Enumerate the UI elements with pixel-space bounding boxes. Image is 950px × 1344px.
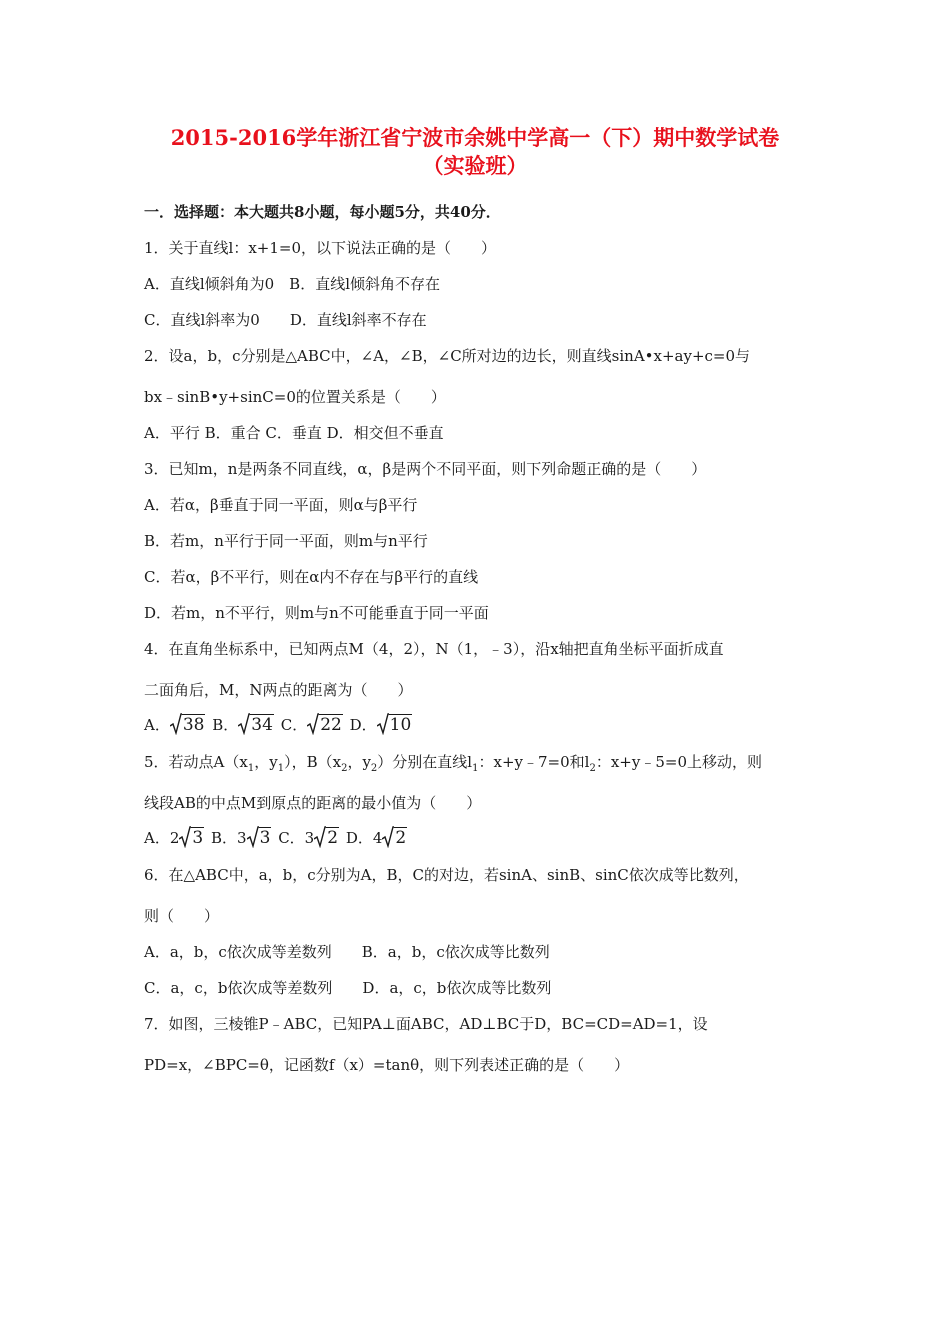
q4-label-c: C． (280, 716, 308, 734)
exam-title-line1: 2015-2016学年浙江省宁波市余姚中学高一（下）期中数学试卷 (170, 125, 780, 150)
q5-sqrt-b (247, 828, 272, 848)
q6-options-ab: A．a，b，c依次成等差数列 B．a，b，c依次成等比数列 (144, 943, 550, 961)
q4-sqrt-a (170, 715, 206, 735)
q4-sqrt-b (238, 715, 274, 735)
q4-radicand-b: 34 (251, 715, 273, 735)
q4-sqrt-d (377, 715, 413, 735)
q5-sub: 2 (589, 763, 596, 774)
radical-sign-icon (377, 713, 389, 735)
q5-text: ，y (254, 753, 278, 771)
q1-options-cd: C．直线l斜率为0 D．直线l斜率不存在 (144, 311, 427, 329)
q6-stem-line1: 6．在△ABC中，a，b，c分别为A，B，C的对边，若sinA、sinB、sinC依次成等比数列， (144, 866, 749, 884)
q5-label-a: A．2 (144, 829, 180, 847)
q5-stem-line1 (144, 752, 762, 779)
radical-sign-icon (314, 826, 326, 848)
q5-sub: 2 (370, 763, 378, 774)
q4-options (144, 715, 414, 735)
q4-stem-line2: 二面角后，M，N两点的距离为（ ） (144, 681, 413, 699)
q5-sqrt-a (179, 828, 204, 848)
q5-radicand-a: 3 (192, 828, 204, 848)
exam-title-line2: （实验班） (422, 153, 528, 178)
radical-sign-icon (170, 713, 182, 735)
q6-options-cd: C．a，c，b依次成等差数列 D．a，c，b依次成等比数列 (144, 979, 552, 997)
q3-option-d: D．若m，n不平行，则m与n不可能垂直于同一平面 (144, 604, 489, 622)
q5-label-b: B．3 (211, 829, 247, 847)
q4-radicand-a: 38 (182, 715, 205, 735)
q5-text: ）分别在直线l (377, 753, 473, 771)
q2-stem-line1: 2．设a，b，c分别是△ABC中，∠A，∠B，∠C所对边的边长，则直线sinA•x+ay+c=0与 (144, 347, 751, 365)
q5-text: ：x+y﹣5=0上移动，则 (595, 753, 762, 771)
q6-stem-line2: 则（ ） (144, 907, 220, 925)
q3-option-c: C．若α，β不平行，则在α内不存在与β平行的直线 (144, 568, 479, 586)
q5-text: ，y (347, 753, 371, 771)
q4-stem-line1: 4．在直角坐标系中，已知两点M（4，2），N（1，﹣3），沿x轴把直角坐标平面折成直 (144, 640, 724, 658)
q5-text: ），B（x (284, 753, 342, 771)
q1-stem: 1．关于直线l：x+1=0，以下说法正确的是（ ） (144, 239, 497, 257)
radical-sign-icon (307, 713, 319, 735)
q7-stem-line1: 7．如图，三棱锥P﹣ABC，已知PA⊥面ABC，AD⊥BC于D，BC=CD=AD=1，设 (144, 1015, 708, 1033)
q5-text: 5．若动点A（x (144, 753, 248, 771)
section-header: 一．选择题：本大题共8小题，每小题5分，共40分． (144, 203, 501, 221)
q3-stem: 3．已知m，n是两条不同直线，α，β是两个不同平面，则下列命题正确的是（ ） (144, 460, 707, 478)
q5-sub: 1 (472, 763, 479, 774)
q7-stem-line2: PD=x，∠BPC=θ，记函数f（x）=tanθ，则下列表述正确的是（ ） (144, 1056, 630, 1074)
q5-label-d: D．4 (345, 829, 383, 847)
q5-sub: 2 (341, 763, 348, 774)
q5-options (144, 828, 409, 848)
radical-sign-icon (247, 826, 259, 848)
q4-sqrt-c (307, 715, 343, 735)
q5-radicand-c: 2 (327, 828, 339, 848)
q4-label-b: B． (212, 716, 239, 734)
q4-radicand-c: 22 (320, 715, 342, 735)
q4-label-d: D． (349, 716, 377, 734)
q5-radicand-b: 3 (259, 828, 271, 848)
q5-label-c: C．3 (278, 829, 315, 847)
q4-radicand-d: 10 (389, 715, 412, 735)
q2-stem-line2: bx﹣sinB•y+sinC=0的位置关系是（ ） (144, 388, 446, 406)
q5-sqrt-c (314, 828, 339, 848)
radical-sign-icon (382, 826, 394, 848)
q5-sqrt-d (382, 828, 407, 848)
q3-option-a: A．若α，β垂直于同一平面，则α与β平行 (144, 496, 418, 514)
radical-sign-icon (238, 713, 250, 735)
q5-text: ：x+y﹣7=0和l (478, 753, 590, 771)
q4-label-a: A． (144, 716, 170, 734)
q1-options-ab: A．直线l倾斜角为0 B．直线l倾斜角不存在 (144, 275, 440, 293)
q2-options: A．平行 B．重合 C．垂直 D．相交但不垂直 (144, 424, 444, 442)
q5-sub: 1 (247, 763, 255, 774)
q5-stem-line2: 线段AB的中点M到原点的距离的最小值为（ ） (144, 794, 482, 812)
q5-radicand-d: 2 (395, 828, 407, 848)
q3-option-b: B．若m，n平行于同一平面，则m与n平行 (144, 532, 428, 550)
radical-sign-icon (179, 826, 191, 848)
q5-sub: 1 (277, 763, 285, 774)
